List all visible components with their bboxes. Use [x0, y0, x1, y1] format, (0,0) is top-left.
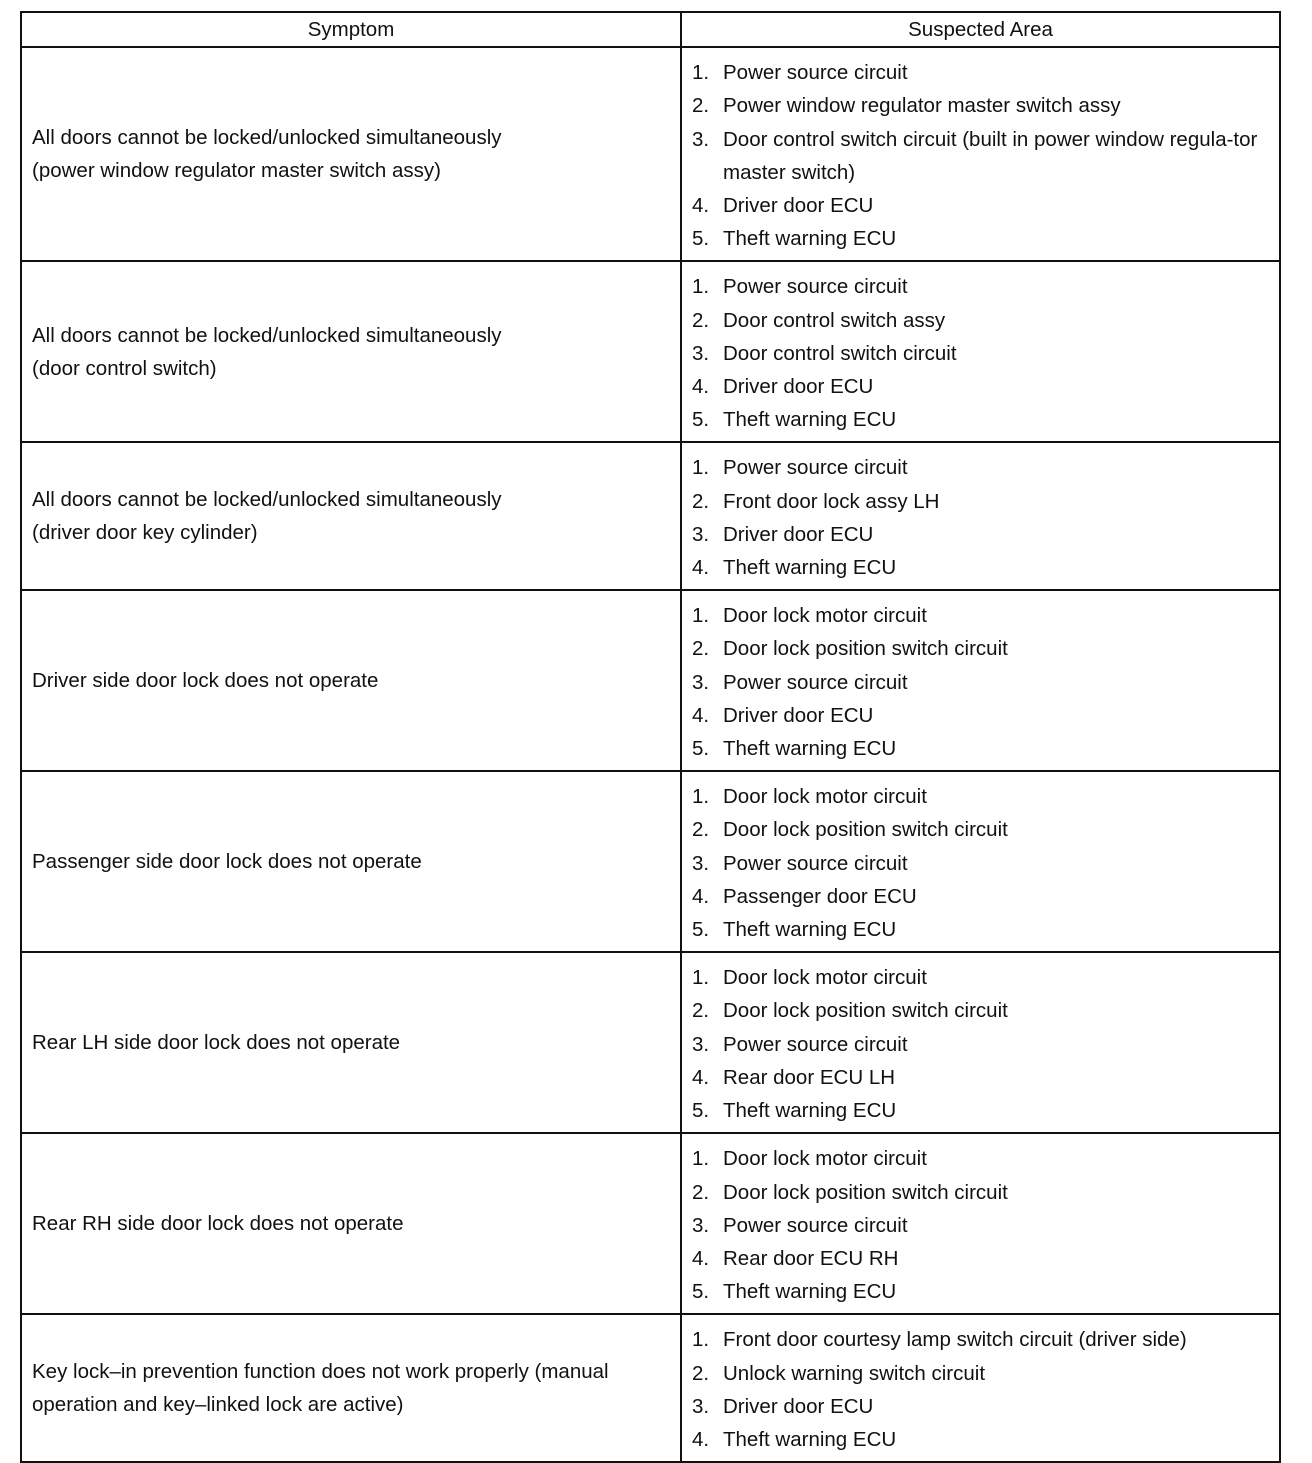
- symptom-line: Driver side door lock does not operate: [32, 669, 379, 693]
- list-item-number: 3.: [692, 670, 710, 694]
- list-item: [692, 337, 1271, 370]
- list-item-number: 5.: [692, 227, 710, 251]
- list-item: [692, 1094, 1271, 1127]
- list-item: [692, 880, 1271, 913]
- list-item: [692, 1323, 1271, 1356]
- list-item-number: 5.: [692, 1280, 710, 1304]
- table-row: [21, 1133, 1280, 1314]
- list-item-text: Door control switch circuit (built in power window regula-tor master switch): [723, 127, 1258, 184]
- list-item-text: Front door courtesy lamp switch circuit (driver side): [723, 1328, 1187, 1352]
- list-item-number: 5.: [692, 1099, 710, 1123]
- list-item: [692, 913, 1271, 946]
- list-item-text: Theft warning ECU: [723, 1280, 897, 1304]
- list-item-text: Rear door ECU LH: [723, 1065, 896, 1089]
- suspected-area-cell: [681, 261, 1280, 442]
- symptom-cell: [21, 1133, 681, 1314]
- list-item: [692, 599, 1271, 632]
- list-item: [692, 1028, 1271, 1061]
- list-item-text: Driver door ECU: [723, 522, 874, 546]
- list-item-text: Power source circuit: [723, 275, 908, 299]
- list-item-number: 2.: [692, 1361, 710, 1385]
- suspected-area-cell: [681, 771, 1280, 952]
- suspected-area-list: [692, 451, 1271, 584]
- list-item: [692, 551, 1271, 584]
- list-item: [692, 994, 1271, 1027]
- list-item: [692, 813, 1271, 846]
- list-item-text: Door control switch assy: [723, 308, 946, 332]
- suspected-area-list: [692, 780, 1271, 946]
- symptom-cell: [21, 47, 681, 261]
- list-item: [692, 222, 1271, 255]
- header-row: [21, 12, 1280, 47]
- list-item-number: 1.: [692, 1147, 710, 1171]
- list-item-number: 5.: [692, 737, 710, 761]
- list-item-text: Door lock motor circuit: [723, 604, 927, 628]
- symptom-cell: [21, 261, 681, 442]
- list-item-number: 3.: [692, 851, 710, 875]
- suspected-area-cell: [681, 47, 1280, 261]
- list-item-number: 3.: [692, 127, 710, 151]
- symptom-cell: [21, 590, 681, 771]
- list-item-text: Door lock position switch circuit: [723, 818, 1008, 842]
- list-item: [692, 961, 1271, 994]
- list-item-number: 5.: [692, 918, 710, 942]
- list-item: [692, 732, 1271, 765]
- list-item: [692, 89, 1271, 122]
- list-item-number: 1.: [692, 966, 710, 990]
- suspected-area-list: [692, 56, 1271, 255]
- list-item-number: 2.: [692, 308, 710, 332]
- table-row: [21, 952, 1280, 1133]
- suspected-area-list: [692, 1323, 1271, 1456]
- list-item-number: 3.: [692, 341, 710, 365]
- list-item: [692, 270, 1271, 303]
- list-item: [692, 403, 1271, 436]
- list-item: [692, 1275, 1271, 1308]
- list-item: [692, 189, 1271, 222]
- suspected-area-cell: [681, 442, 1280, 590]
- list-item: [692, 1423, 1271, 1456]
- list-item-text: Power source circuit: [723, 1213, 908, 1237]
- list-item-text: Theft warning ECU: [723, 737, 897, 761]
- list-item-text: Power window regulator master switch assy: [723, 94, 1121, 118]
- list-item-number: 4.: [692, 556, 710, 580]
- list-item: [692, 304, 1271, 337]
- list-item-text: Rear door ECU RH: [723, 1246, 899, 1270]
- list-item-number: 2.: [692, 1180, 710, 1204]
- list-item: [692, 56, 1271, 89]
- list-item-text: Power source circuit: [723, 1032, 908, 1056]
- symptom-line: Passenger side door lock does not operate: [32, 850, 422, 874]
- list-item-number: 1.: [692, 1328, 710, 1352]
- table-row: [21, 771, 1280, 952]
- list-item-number: 2.: [692, 94, 710, 118]
- list-item: [692, 1176, 1271, 1209]
- list-item: [692, 666, 1271, 699]
- list-item-text: Driver door ECU: [723, 703, 874, 727]
- suspected-area-list: [692, 961, 1271, 1127]
- list-item-number: 3.: [692, 1032, 710, 1056]
- list-item-number: 4.: [692, 375, 710, 399]
- list-item-text: Door lock position switch circuit: [723, 999, 1008, 1023]
- list-item-number: 4.: [692, 884, 710, 908]
- symptom-cell: [21, 771, 681, 952]
- list-item-text: Power source circuit: [723, 456, 908, 480]
- list-item-text: Unlock warning switch circuit: [723, 1361, 986, 1385]
- list-item: [692, 518, 1271, 551]
- list-item: [692, 370, 1271, 403]
- symptom-line: All doors cannot be locked/unlocked simultaneously: [32, 488, 502, 512]
- list-item-number: 3.: [692, 1394, 710, 1418]
- symptom-line: Rear LH side door lock does not operate: [32, 1031, 401, 1055]
- list-item-text: Power source circuit: [723, 61, 908, 85]
- list-item-text: Theft warning ECU: [723, 1099, 897, 1123]
- list-item-text: Door lock position switch circuit: [723, 637, 1008, 661]
- table-row: [21, 47, 1280, 261]
- list-item: [692, 451, 1271, 484]
- symptom-table: [20, 11, 1281, 1463]
- list-item-number: 5.: [692, 408, 710, 432]
- list-item-number: 2.: [692, 999, 710, 1023]
- list-item-text: Theft warning ECU: [723, 408, 897, 432]
- list-item-text: Door control switch circuit: [723, 341, 957, 365]
- list-item-text: Power source circuit: [723, 670, 908, 694]
- list-item-text: Theft warning ECU: [723, 227, 897, 251]
- list-item-text: Driver door ECU: [723, 375, 874, 399]
- list-item-number: 1.: [692, 275, 710, 299]
- symptom-line: (driver door key cylinder): [32, 521, 258, 545]
- suspected-area-cell: [681, 952, 1280, 1133]
- symptom-cell: [21, 442, 681, 590]
- list-item-number: 1.: [692, 604, 710, 628]
- suspected-area-cell: [681, 590, 1280, 771]
- header-symptom: Symptom: [21, 12, 681, 47]
- list-item: [692, 847, 1271, 880]
- list-item-text: Door lock position switch circuit: [723, 1180, 1008, 1204]
- list-item: [692, 780, 1271, 813]
- list-item-text: Door lock motor circuit: [723, 966, 927, 990]
- list-item-text: Theft warning ECU: [723, 556, 897, 580]
- symptom-line: (door control switch): [32, 356, 217, 380]
- list-item-number: 2.: [692, 637, 710, 661]
- symptom-line: All doors cannot be locked/unlocked simultaneously: [32, 323, 502, 347]
- list-item: [692, 1242, 1271, 1275]
- table-row: [21, 590, 1280, 771]
- list-item-number: 2.: [692, 489, 710, 513]
- list-item-text: Door lock motor circuit: [723, 1147, 927, 1171]
- list-item-number: 1.: [692, 785, 710, 809]
- list-item-number: 3.: [692, 1213, 710, 1237]
- list-item-number: 2.: [692, 818, 710, 842]
- list-item: [692, 1142, 1271, 1175]
- list-item-number: 1.: [692, 456, 710, 480]
- list-item-text: Front door lock assy LH: [723, 489, 940, 513]
- list-item-number: 4.: [692, 194, 710, 218]
- list-item: [692, 1357, 1271, 1390]
- table-row: [21, 261, 1280, 442]
- list-item-text: Theft warning ECU: [723, 918, 897, 942]
- symptom-cell: [21, 1314, 681, 1462]
- symptom-line: (power window regulator master switch assy): [32, 159, 441, 183]
- symptom-cell: [21, 952, 681, 1133]
- list-item: [692, 699, 1271, 732]
- suspected-area-list: [692, 1142, 1271, 1308]
- symptom-line: All doors cannot be locked/unlocked simultaneously: [32, 126, 502, 150]
- list-item-text: Driver door ECU: [723, 194, 874, 218]
- table-row: [21, 1314, 1280, 1462]
- suspected-area-cell: [681, 1133, 1280, 1314]
- list-item-text: Passenger door ECU: [723, 884, 917, 908]
- list-item-text: Theft warning ECU: [723, 1427, 897, 1451]
- list-item: [692, 1209, 1271, 1242]
- suspected-area-list: [692, 270, 1271, 436]
- list-item-text: Power source circuit: [723, 851, 908, 875]
- suspected-area-list: [692, 599, 1271, 765]
- list-item: [692, 485, 1271, 518]
- list-item: [692, 1061, 1271, 1094]
- list-item: [692, 632, 1271, 665]
- list-item: [692, 123, 1271, 189]
- list-item: [692, 1390, 1271, 1423]
- list-item-number: 3.: [692, 522, 710, 546]
- table-row: [21, 442, 1280, 590]
- list-item-number: 4.: [692, 1246, 710, 1270]
- list-item-number: 4.: [692, 1065, 710, 1089]
- list-item-number: 4.: [692, 703, 710, 727]
- list-item-text: Door lock motor circuit: [723, 785, 927, 809]
- symptom-line: Key lock–in prevention function does not work properly (manual operation and key–linked lock are active): [32, 1360, 609, 1417]
- list-item-number: 1.: [692, 61, 710, 85]
- header-suspected-area: Suspected Area: [681, 12, 1280, 47]
- list-item-number: 4.: [692, 1427, 710, 1451]
- suspected-area-cell: [681, 1314, 1280, 1462]
- list-item-text: Driver door ECU: [723, 1394, 874, 1418]
- symptom-line: Rear RH side door lock does not operate: [32, 1212, 404, 1236]
